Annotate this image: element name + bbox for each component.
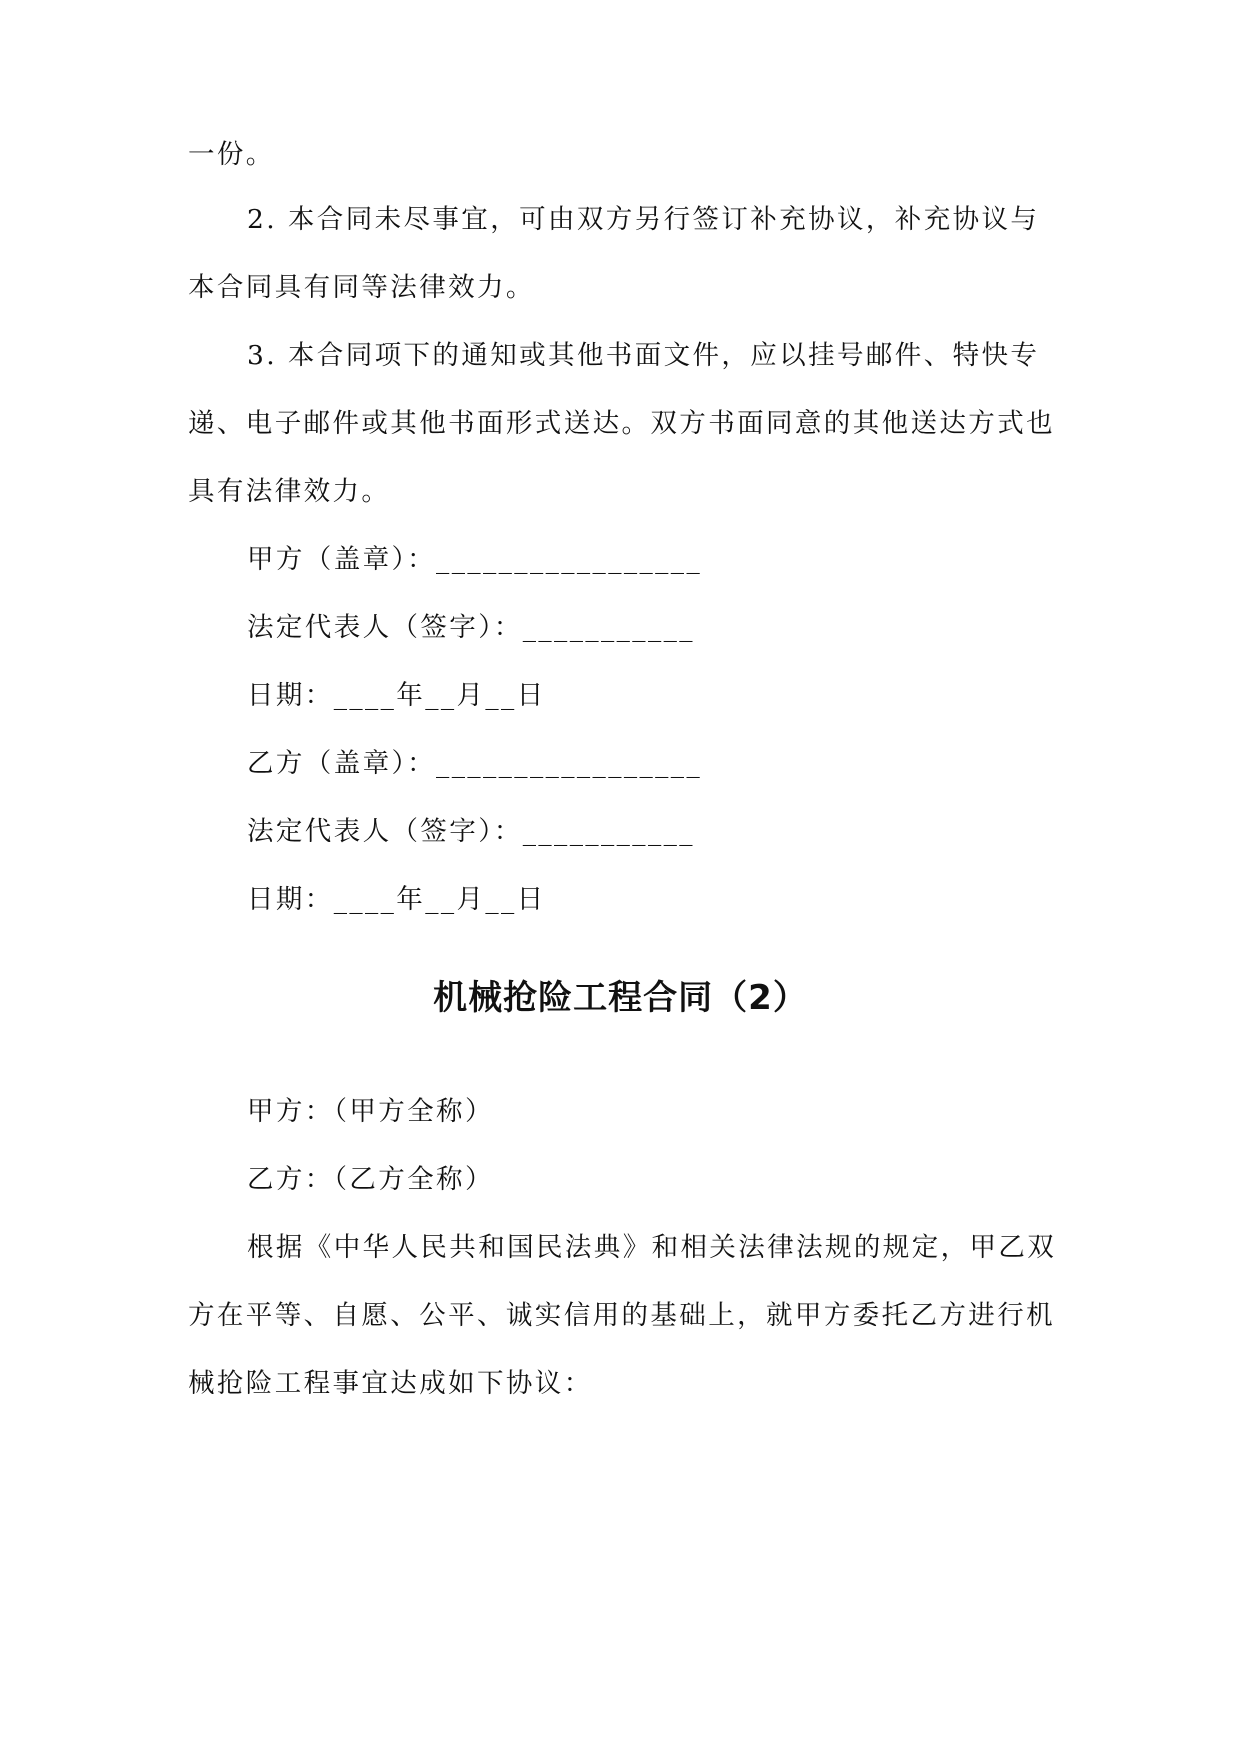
party-a-representative-line: 法定代表人（签字）：___________ — [247, 612, 695, 643]
party-b-seal-line: 乙方（盖章）：_________________ — [247, 748, 703, 779]
preamble-line-3: 械抢险工程事宜达成如下协议： — [188, 1368, 593, 1399]
party-a-date-line: 日期：____年__月__日 — [247, 680, 546, 711]
preamble-line-2: 方在平等、自愿、公平、诚实信用的基础上，就甲方委托乙方进行机 — [188, 1300, 1055, 1331]
contract-title: 机械抢险工程合同（2） — [433, 978, 808, 1018]
preamble-line-1: 根据《中华人民共和国民法典》和相关法律法规的规定，甲乙双 — [247, 1232, 1057, 1263]
clause-3-line-2: 递、电子邮件或其他书面形式送达。双方书面同意的其他送达方式也 — [188, 408, 1055, 439]
party-b-name-line: 乙方：（乙方全称） — [247, 1164, 494, 1195]
clause-3-line-3: 具有法律效力。 — [188, 476, 391, 507]
party-a-seal-line: 甲方（盖章）：_________________ — [247, 544, 703, 575]
clause-3-line-1: 3. 本合同项下的通知或其他书面文件，应以挂号邮件、特快专 — [247, 340, 1040, 371]
clause-2-line-2: 本合同具有同等法律效力。 — [188, 272, 535, 303]
party-b-representative-line: 法定代表人（签字）：___________ — [247, 816, 695, 847]
party-b-date-line: 日期：____年__月__日 — [247, 884, 546, 915]
party-a-name-line: 甲方：（甲方全称） — [247, 1096, 494, 1127]
clause-2-line-1: 2. 本合同未尽事宜，可由双方另行签订补充协议，补充协议与 — [247, 204, 1040, 235]
paragraph-line: 一份。 — [188, 139, 275, 170]
